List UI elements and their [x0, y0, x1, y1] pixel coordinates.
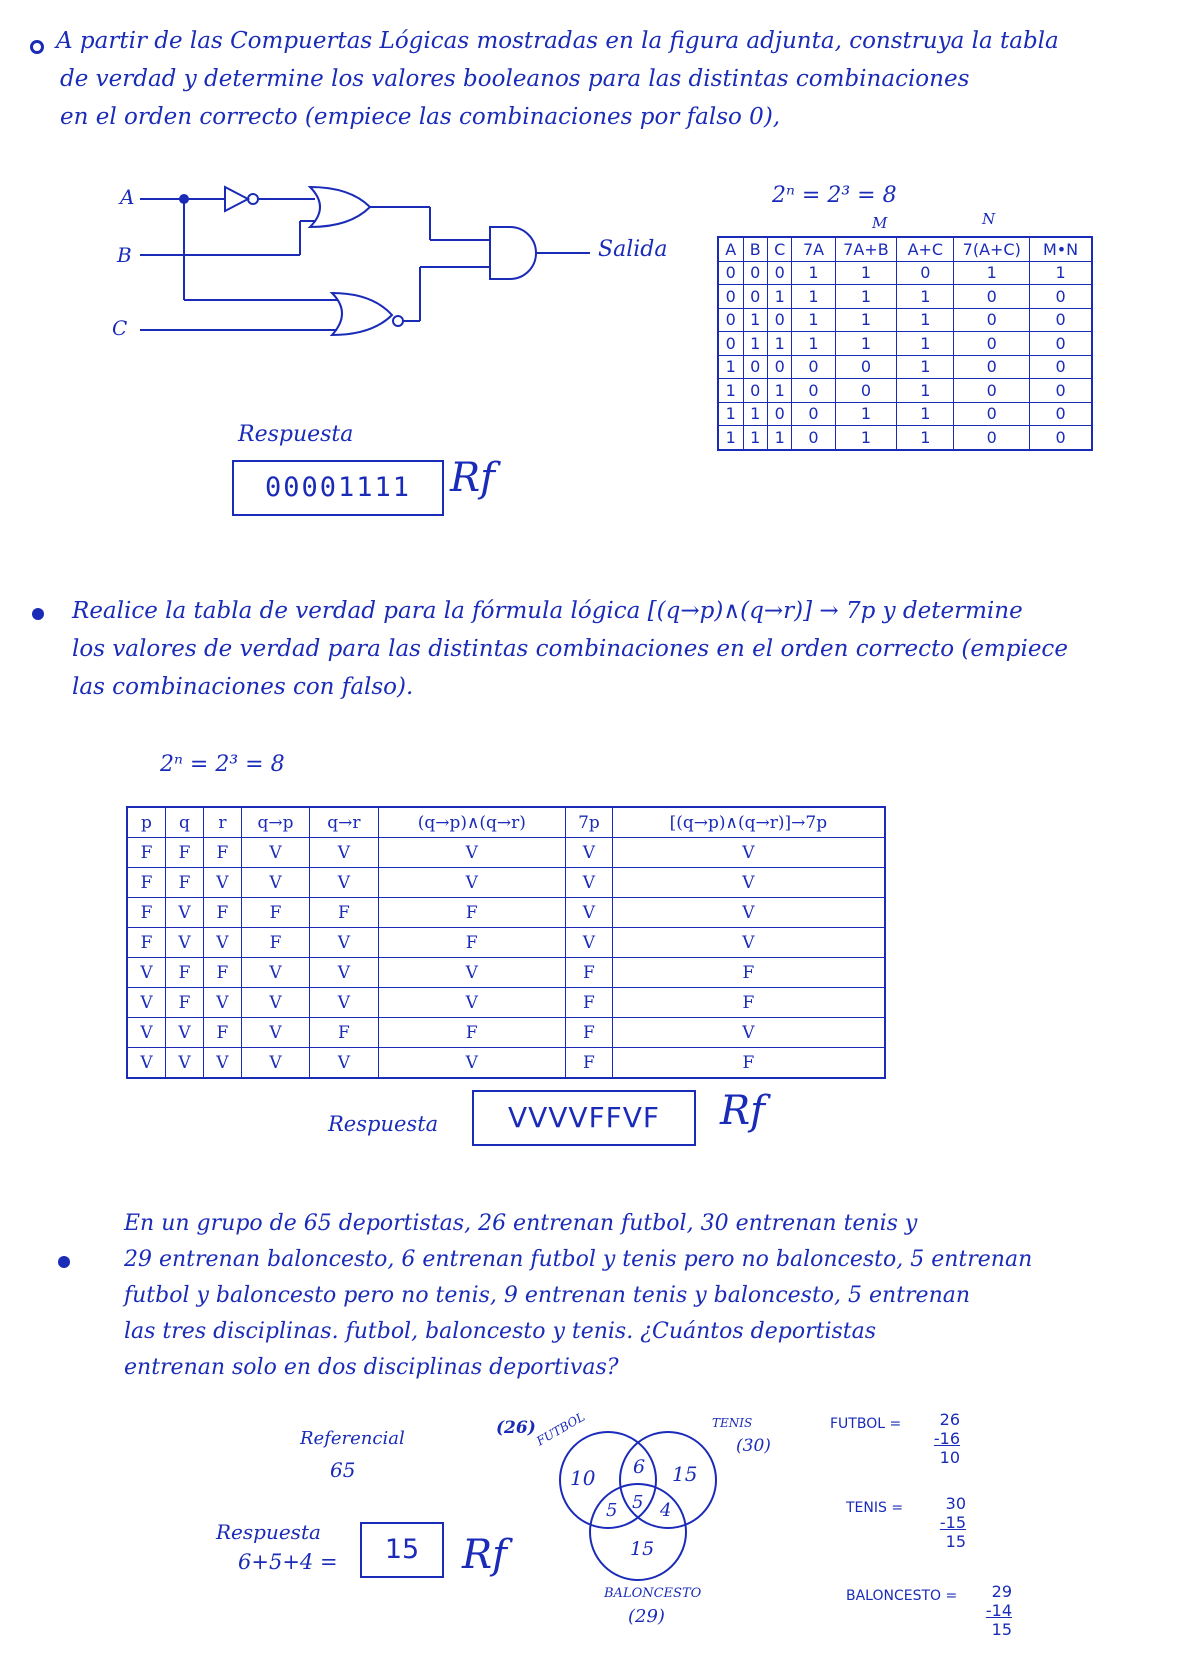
cell: V [203, 988, 241, 1018]
header-cell: A+C [897, 237, 954, 261]
cell: V [566, 928, 613, 958]
cell: 0 [1030, 308, 1092, 332]
cell: F [378, 898, 566, 928]
cell: V [378, 868, 566, 898]
calc-b: -15 [939, 1513, 966, 1532]
venn-tenis-baloncesto: 4 [660, 1500, 672, 1521]
calc-tenis-label: TENIS = [846, 1500, 904, 1516]
cell: V [378, 958, 566, 988]
cell: V [241, 1018, 309, 1048]
cell: V [165, 1048, 203, 1079]
table-row [718, 402, 1092, 426]
cell: 0 [792, 402, 835, 426]
calc-a: 26 [939, 1410, 960, 1429]
cell: F [566, 1018, 613, 1048]
cell: F [378, 1018, 566, 1048]
cell: V [241, 838, 309, 868]
calc-baloncesto-label: BALONCESTO = [846, 1588, 958, 1604]
cell: 0 [954, 285, 1030, 309]
cell: 0 [1030, 379, 1092, 403]
cell: 0 [743, 261, 767, 285]
cell: V [612, 1018, 885, 1048]
combination-formula: 2ⁿ = 2³ = 8 [772, 183, 897, 208]
cell: F [310, 898, 378, 928]
cell: V [127, 958, 165, 988]
cell: F [378, 928, 566, 958]
venn-only-tenis: 15 [672, 1462, 698, 1486]
cell: 1 [718, 402, 743, 426]
combination-formula: 2ⁿ = 2³ = 8 [160, 752, 285, 777]
table-row [127, 868, 885, 898]
calc-b: -16 [933, 1429, 960, 1448]
table-row [718, 308, 1092, 332]
truth-table-1 [717, 236, 1093, 451]
calc-baloncesto [976, 1582, 1012, 1639]
tenis-label: TENIS [712, 1416, 753, 1430]
cell: F [165, 988, 203, 1018]
cell: V [310, 958, 378, 988]
header-cell: B [743, 237, 767, 261]
cell: V [127, 988, 165, 1018]
cell: 1 [835, 402, 897, 426]
cell: 1 [768, 379, 792, 403]
cell: V [612, 868, 885, 898]
cell: F [241, 898, 309, 928]
table-row [127, 838, 885, 868]
header-cell: M•N [1030, 237, 1092, 261]
or-gate-1 [310, 187, 370, 227]
cell: V [165, 928, 203, 958]
cell: V [165, 1018, 203, 1048]
referencial-value: 65 [330, 1458, 356, 1482]
not-gate [225, 187, 248, 211]
nor-gate [332, 293, 392, 335]
cell: V [612, 898, 885, 928]
cell: 0 [835, 379, 897, 403]
answer-label: Respuesta [328, 1112, 439, 1136]
venn-futbol-tenis: 6 [633, 1456, 646, 1478]
prompt-line: en el orden correcto (empiece las combinaciones por falso 0), [60, 104, 781, 130]
cell: F [612, 958, 885, 988]
cell: 0 [718, 285, 743, 309]
cell: 1 [897, 426, 954, 450]
calc-r: 10 [939, 1448, 960, 1467]
cell: 1 [718, 355, 743, 379]
table-row [718, 285, 1092, 309]
cell: 1 [835, 426, 897, 450]
section3-prompt [124, 1206, 1184, 1386]
prompt-line: A partir de las Compuertas Lógicas mostradas en la figura adjunta, construya la tabla [56, 28, 1059, 54]
cell: 1 [897, 332, 954, 356]
cell: 1 [954, 261, 1030, 285]
cell: V [310, 988, 378, 1018]
table-row [127, 1048, 885, 1079]
cell: 1 [897, 308, 954, 332]
calc-b: -14 [985, 1601, 1012, 1620]
header-cell: q→r [310, 807, 378, 838]
signature: Rf [450, 455, 495, 501]
cell: V [310, 868, 378, 898]
table-row [127, 928, 885, 958]
cell: 0 [768, 308, 792, 332]
referencial-label: Referencial [300, 1428, 405, 1449]
calc-futbol [930, 1410, 960, 1467]
header-cell: C [768, 237, 792, 261]
venn-only-futbol: 10 [570, 1466, 596, 1490]
input-b-label: B [117, 243, 132, 267]
cell: 0 [954, 402, 1030, 426]
cell: V [203, 868, 241, 898]
truth-table-2 [126, 806, 886, 1079]
cell: V [165, 898, 203, 928]
table-row [718, 379, 1092, 403]
cell: V [566, 838, 613, 868]
cell: F [165, 958, 203, 988]
header-cell: p [127, 807, 165, 838]
cell: F [612, 1048, 885, 1079]
cell: 0 [1030, 355, 1092, 379]
table-row [718, 261, 1092, 285]
header-cell: 7(A+C) [954, 237, 1030, 261]
calc-a: 30 [945, 1494, 966, 1513]
cell: F [566, 1048, 613, 1079]
signature: Rf [462, 1532, 507, 1578]
cell: V [566, 868, 613, 898]
cell: F [566, 988, 613, 1018]
cell: 1 [792, 332, 835, 356]
table-header-row [718, 237, 1092, 261]
cell: V [566, 898, 613, 928]
cell: F [566, 958, 613, 988]
cell: 1 [718, 379, 743, 403]
prompt-line: entrenan solo en dos disciplinas deportivas? [124, 1355, 619, 1380]
input-a-label: A [120, 185, 135, 209]
cell: 0 [954, 355, 1030, 379]
cell: 1 [897, 355, 954, 379]
cell: F [203, 898, 241, 928]
table-row [127, 958, 885, 988]
input-c-label: C [112, 316, 128, 340]
cell: V [241, 868, 309, 898]
baloncesto-label: BALONCESTO [604, 1586, 702, 1601]
cell: F [241, 928, 309, 958]
cell: 1 [768, 285, 792, 309]
cell: V [612, 928, 885, 958]
cell: 0 [954, 332, 1030, 356]
answer-value: VVVVFFVF [507, 1101, 661, 1134]
venn-all-three: 5 [632, 1492, 644, 1513]
prompt-line: las combinaciones con falso). [72, 674, 414, 700]
cell: 0 [1030, 332, 1092, 356]
cell: F [310, 1018, 378, 1048]
cell: V [378, 1048, 566, 1079]
cell: 0 [835, 355, 897, 379]
bullet-2 [32, 608, 44, 620]
cell: V [241, 1048, 309, 1079]
cell: F [127, 868, 165, 898]
and-gate [490, 227, 536, 279]
calc-a: 29 [991, 1582, 1012, 1601]
answer-box [360, 1522, 444, 1578]
calc-futbol-label: FUTBOL = [830, 1416, 902, 1432]
cell: V [241, 958, 309, 988]
prompt-line: futbol y baloncesto pero no tenis, 9 entrenan tenis y baloncesto, 5 entrenan [124, 1283, 971, 1308]
table-row [127, 1018, 885, 1048]
bullet-3 [58, 1256, 70, 1268]
venn-futbol-baloncesto: 5 [606, 1500, 618, 1521]
cell: 1 [897, 402, 954, 426]
header-cell: 7p [566, 807, 613, 838]
cell: 0 [792, 426, 835, 450]
futbol-label: FUTBOL [534, 1409, 588, 1449]
answer-box [472, 1090, 696, 1146]
cell: F [203, 838, 241, 868]
column-mark-n: N [982, 210, 996, 228]
cell: F [127, 928, 165, 958]
cell: 0 [954, 308, 1030, 332]
cell: 1 [792, 261, 835, 285]
cell: 0 [792, 379, 835, 403]
calc-r: 15 [991, 1620, 1012, 1639]
cell: 1 [835, 285, 897, 309]
cell: 1 [792, 308, 835, 332]
cell: 0 [897, 261, 954, 285]
cell: 0 [718, 332, 743, 356]
answer-value: 00001111 [264, 472, 412, 503]
cell: V [310, 1048, 378, 1079]
cell: V [310, 928, 378, 958]
cell: 1 [743, 402, 767, 426]
nor-bubble [393, 316, 403, 326]
cell: 0 [743, 355, 767, 379]
header-cell: q→p [241, 807, 309, 838]
cell: F [203, 958, 241, 988]
section1-prompt [56, 22, 1176, 136]
cell: 1 [743, 332, 767, 356]
cell: 0 [954, 426, 1030, 450]
cell: 0 [768, 402, 792, 426]
cell: 1 [792, 285, 835, 309]
cell: 1 [897, 285, 954, 309]
table-row [127, 988, 885, 1018]
cell: 0 [792, 355, 835, 379]
calc-r: 15 [945, 1532, 966, 1551]
cell: V [612, 838, 885, 868]
cell: F [165, 838, 203, 868]
cell: F [127, 838, 165, 868]
answer-box [232, 460, 444, 516]
cell: 0 [1030, 402, 1092, 426]
cell: 1 [768, 426, 792, 450]
cell: 0 [954, 379, 1030, 403]
cell: F [203, 1018, 241, 1048]
column-mark-m: M [872, 214, 888, 232]
cell: V [241, 988, 309, 1018]
prompt-line: los valores de verdad para las distintas combinaciones en el orden correcto (empiece [72, 636, 1068, 662]
cell: 1 [768, 332, 792, 356]
answer-value: 15 [384, 1534, 420, 1565]
bullet-1 [30, 40, 44, 54]
tenis-total: (30) [736, 1436, 771, 1456]
venn-only-baloncesto: 15 [630, 1538, 655, 1560]
header-cell: 7A+B [835, 237, 897, 261]
table-row [718, 426, 1092, 450]
futbol-total: (26) [496, 1418, 536, 1438]
prompt-line: 29 entrenan baloncesto, 6 entrenan futbol y tenis pero no baloncesto, 5 entrenan [124, 1247, 1033, 1272]
cell: 0 [743, 285, 767, 309]
cell: V [310, 838, 378, 868]
cell: V [378, 838, 566, 868]
cell: V [127, 1018, 165, 1048]
header-cell: (q→p)∧(q→r) [378, 807, 566, 838]
cell: 0 [743, 379, 767, 403]
prompt-line: Realice la tabla de verdad para la fórmula lógica [(q→p)∧(q→r)] → 7p y determine [72, 598, 1023, 624]
table-row [718, 332, 1092, 356]
cell: 1 [835, 308, 897, 332]
cell: V [203, 928, 241, 958]
cell: V [127, 1048, 165, 1079]
cell: 1 [835, 332, 897, 356]
header-cell: r [203, 807, 241, 838]
prompt-line: En un grupo de 65 deportistas, 26 entrenan futbol, 30 entrenan tenis y [124, 1211, 918, 1236]
prompt-line: de verdad y determine los valores booleanos para las distintas combinaciones [60, 66, 970, 92]
cell: 0 [768, 355, 792, 379]
table-header-row [127, 807, 885, 838]
cell: 1 [835, 261, 897, 285]
table-row [718, 355, 1092, 379]
answer-label: Respuesta [238, 422, 354, 447]
cell: 1 [718, 426, 743, 450]
calc-tenis [930, 1494, 966, 1551]
table-row [127, 898, 885, 928]
cell: F [612, 988, 885, 1018]
cell: 0 [768, 261, 792, 285]
header-cell: q [165, 807, 203, 838]
logic-circuit [100, 175, 680, 355]
cell: F [165, 868, 203, 898]
baloncesto-total: (29) [628, 1606, 665, 1627]
cell: 0 [718, 261, 743, 285]
prompt-line: las tres disciplinas. futbol, baloncesto y tenis. ¿Cuántos deportistas [124, 1319, 877, 1344]
cell: 1 [897, 379, 954, 403]
cell: V [203, 1048, 241, 1079]
output-label: Salida [598, 237, 668, 262]
cell: 0 [718, 308, 743, 332]
section2-prompt [72, 592, 1182, 706]
header-cell: [(q→p)∧(q→r)]→7p [612, 807, 885, 838]
cell: 1 [1030, 261, 1092, 285]
cell: F [127, 898, 165, 928]
answer-expression: 6+5+4 = [238, 1550, 338, 1574]
header-cell: A [718, 237, 743, 261]
cell: 0 [1030, 426, 1092, 450]
cell: 1 [743, 308, 767, 332]
cell: V [378, 988, 566, 1018]
answer-label: Respuesta [216, 1520, 321, 1544]
cell: 0 [1030, 285, 1092, 309]
header-cell: 7A [792, 237, 835, 261]
signature: Rf [720, 1088, 765, 1134]
cell: 1 [743, 426, 767, 450]
